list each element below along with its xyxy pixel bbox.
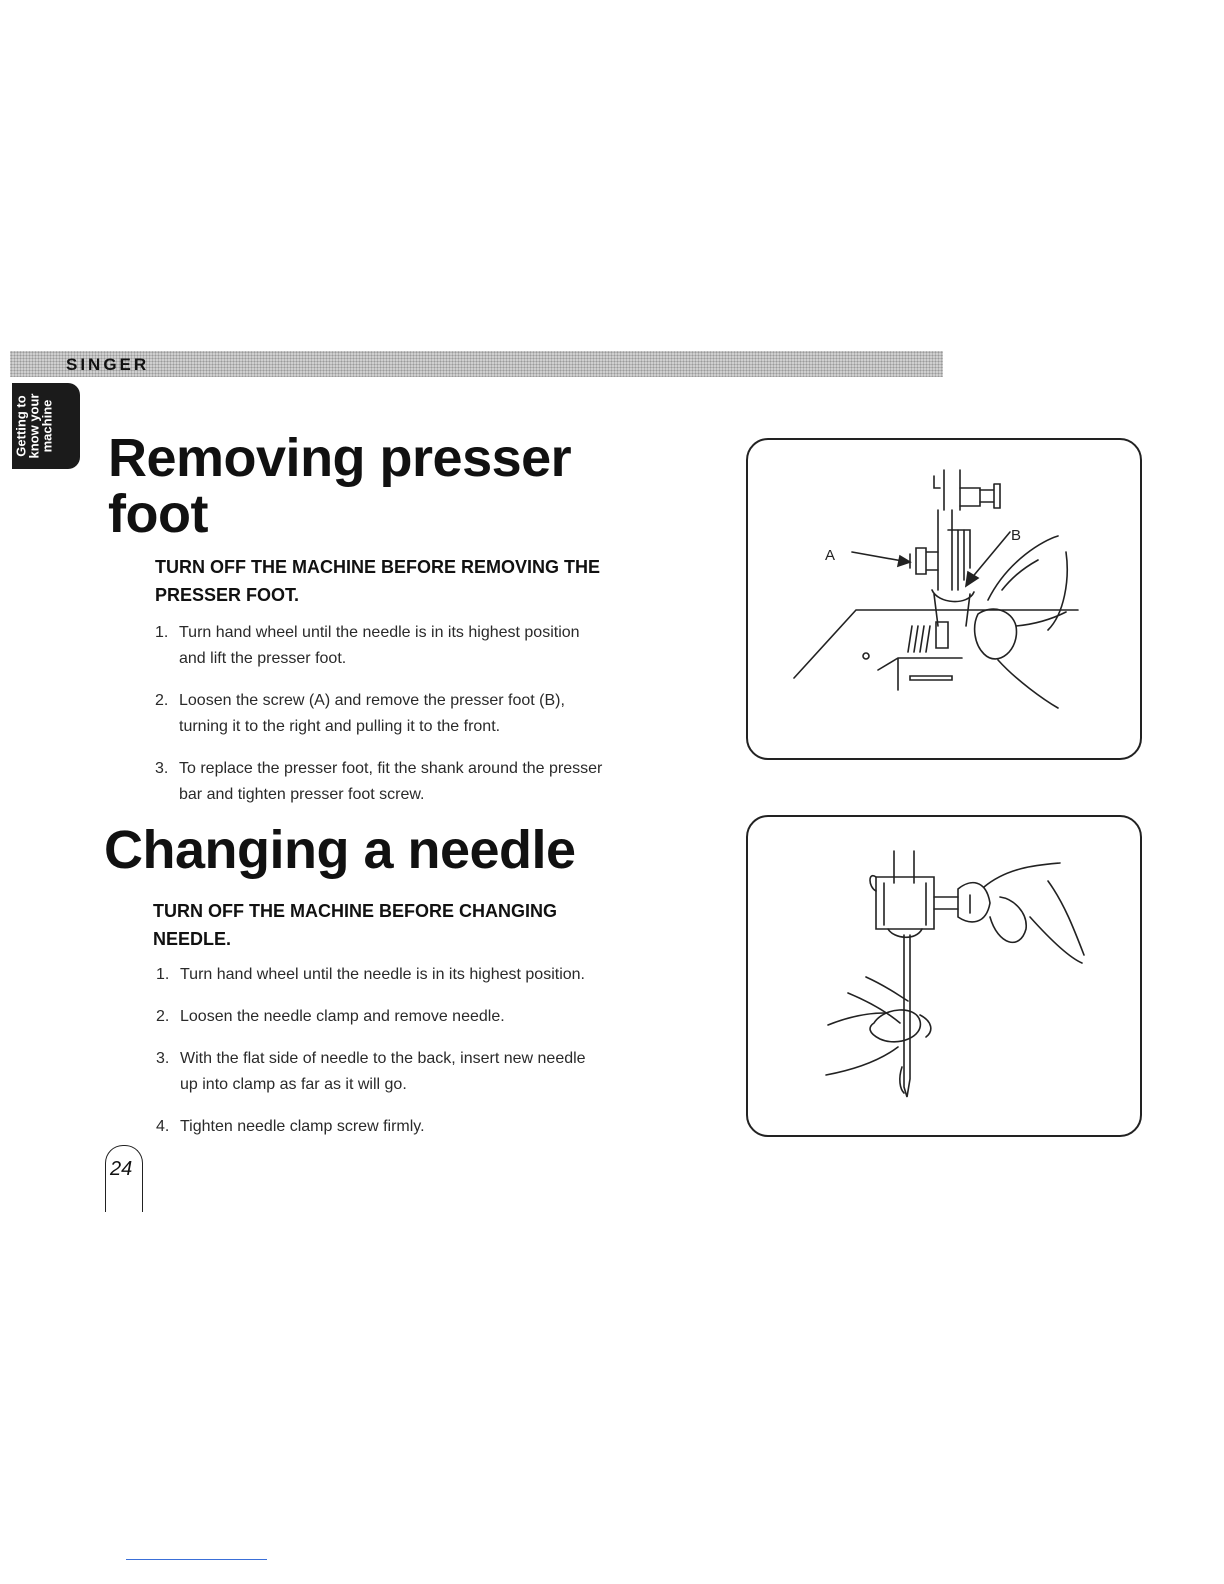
needle-change-drawing <box>748 817 1140 1135</box>
warning-text: TURN OFF THE MACHINE BEFORE REMOVING THE PRESSER FOOT. <box>155 557 600 605</box>
list-item: 1. Turn hand wheel until the needle is in its highest position and lift the presser foot. <box>155 624 580 667</box>
page-number: 24 <box>110 1158 133 1180</box>
header-band <box>10 351 943 377</box>
list-item: 2. Loosen the needle clamp and remove needle. <box>156 1008 505 1025</box>
presser-foot-drawing <box>748 440 1140 758</box>
list-item: 4. Tighten needle clamp screw firmly. <box>156 1118 425 1135</box>
footer-rule <box>126 1559 267 1560</box>
section-title-changing-a-needle: Changing a needle <box>104 820 576 880</box>
brand-logo: SINGER <box>66 355 150 374</box>
presser-foot-illustration <box>746 438 1142 760</box>
section-title-removing-presser-foot: Removing presser foot <box>108 428 572 544</box>
warning-text: TURN OFF THE MACHINE BEFORE CHANGING NEEDLE. <box>153 901 557 949</box>
needle-change-illustration <box>746 815 1142 1137</box>
list-item: 3. With the flat side of needle to the back, insert new needle up into clamp as far as it will go. <box>156 1050 586 1093</box>
steps-list <box>155 620 605 824</box>
figure-label-a: A <box>825 547 836 564</box>
list-item: 1. Turn hand wheel until the needle is in its highest position. <box>156 966 585 983</box>
steps-list <box>156 962 606 1156</box>
list-item: 2. Loosen the screw (A) and remove the presser foot (B), turning it to the right and pulling it to the front. <box>155 692 565 735</box>
list-item: 3. To replace the presser foot, fit the shank around the presser bar and tighten presser foot screw. <box>155 760 603 803</box>
figure-label-b: B <box>1011 527 1022 544</box>
section-tab-label: Getting to know your machine <box>13 393 55 459</box>
